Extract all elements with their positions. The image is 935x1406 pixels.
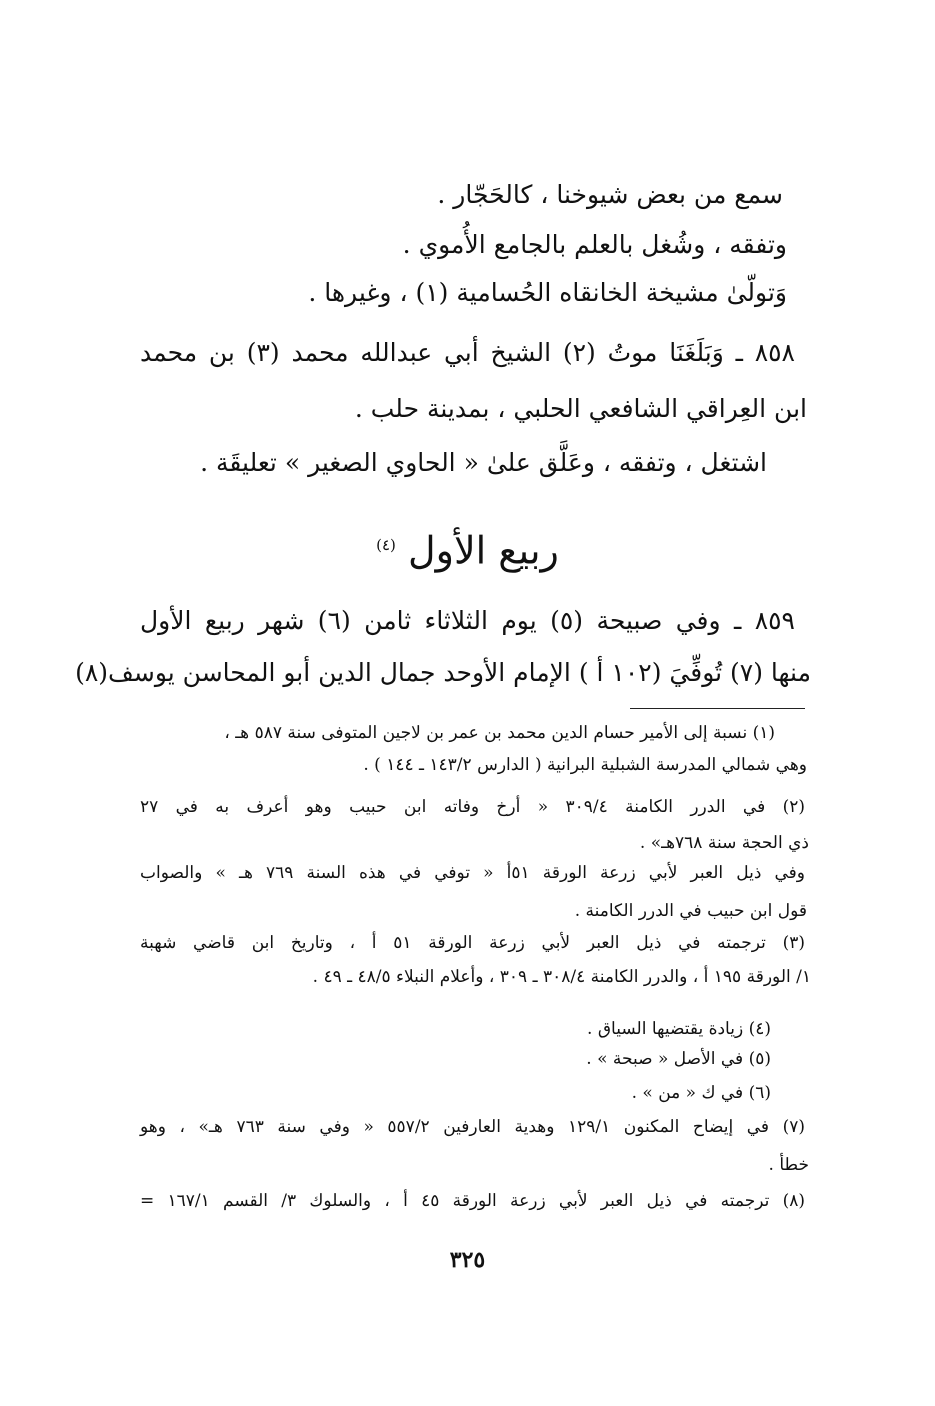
footnote-line-6: قول ابن حبيب في الدرر الكامنة . (574, 901, 807, 921)
body-line-3: وَتولّىٰ مشيخة الخانقاه الحُسامية (١) ، وغيرها . (308, 278, 787, 307)
body-line-1: سمع من بعض شيوخنا ، كالحَجّار . (437, 180, 783, 209)
section-heading-title: ربيع الأول (407, 528, 559, 573)
footnote-divider (630, 708, 805, 709)
footnote-line-8: ١/ الورقة ١٩٥ أ ، والدرر الكامنة ٣٠٨/٤ ـ ٣٠٩ ، وأعلام النبلاء ٤٨/٥ ـ ٤٩ . (312, 967, 811, 987)
footnote-line-13: خطأ . (768, 1155, 809, 1175)
footnote-line-11: (٦) في ك « من » . (631, 1083, 771, 1103)
page-number: ٣٢٥ (449, 1247, 486, 1273)
footnote-line-4: ذي الحجة سنة ٧٦٨هـ» . (639, 833, 809, 853)
footnote-line-10: (٥) في الأصل « صبحة » . (586, 1049, 771, 1069)
body-line-2: وتفقه ، وشُغل بالعلم بالجامع الأُموي . (402, 230, 787, 259)
footnote-line-12: (٧) في إيضاح المكنون ١٢٩/١ وهدية العارفين ٥٥٧/٢ « وفي سنة ٧٦٣ هـ» ، وهو (140, 1117, 805, 1137)
entry-859-line-2: منها (٧) تُوفِّيَ (١٠٢ أ ) الإمام الأوحد جمال الدين أبو المحاسن يوسف(٨) (75, 658, 811, 687)
footnote-line-1: (١) نسبة إلى الأمير حسام الدين محمد بن عمر بن لاجين المتوفى سنة ٥٨٧ هـ ، (224, 723, 775, 743)
section-heading-note-ref: (٤) (376, 536, 396, 554)
body-line-6: اشتغل ، وتفقه ، وعَلَّق علىٰ « الحاوي الصغير » تعليقَة . (200, 448, 767, 477)
body-line-5: ابن العِراقي الشافعي الحلبي ، بمدينة حلب . (354, 394, 807, 423)
footnote-line-14: (٨) ترجمته في ذيل العبر لأبي زرعة الورقة ٤٥ أ ، والسلوك ٣/ القسم ١٦٧/١ = (140, 1191, 805, 1211)
footnote-line-2: وهي شمالي المدرسة الشبلية البرانية ( الدارس ١٤٣/٢ ـ ١٤٤ ) . (363, 755, 807, 775)
entry-859-line-1: ٨٥٩ ـ وفي صبيحة (٥) يوم الثلاثاء ثامن (٦) شهر ربيع الأول (140, 606, 795, 635)
footnote-line-7: (٣) ترجمته في ذيل العبر لأبي زرعة الورقة ٥١ أ ، وتاريخ ابن قاضي شهبة (140, 933, 805, 953)
section-heading (0, 520, 935, 576)
body-line-4: ٨٥٨ ـ وَبَلَغَنَا موتُ (٢) الشيخ أبي عبدالله محمد (٣) بن محمد (140, 338, 795, 367)
footnote-line-5: وفي ذيل العبر لأبي زرعة الورقة ٥١أ « توفي في هذه السنة ٧٦٩ هـ » والصواب (140, 863, 805, 883)
footnote-line-3: (٢) في الدرر الكامنة ٣٠٩/٤ « أرخ وفاته ابن حبيب وهو أعرف به في ٢٧ (140, 797, 806, 817)
footnote-line-9: (٤) زيادة يقتضيها السياق . (587, 1019, 771, 1039)
